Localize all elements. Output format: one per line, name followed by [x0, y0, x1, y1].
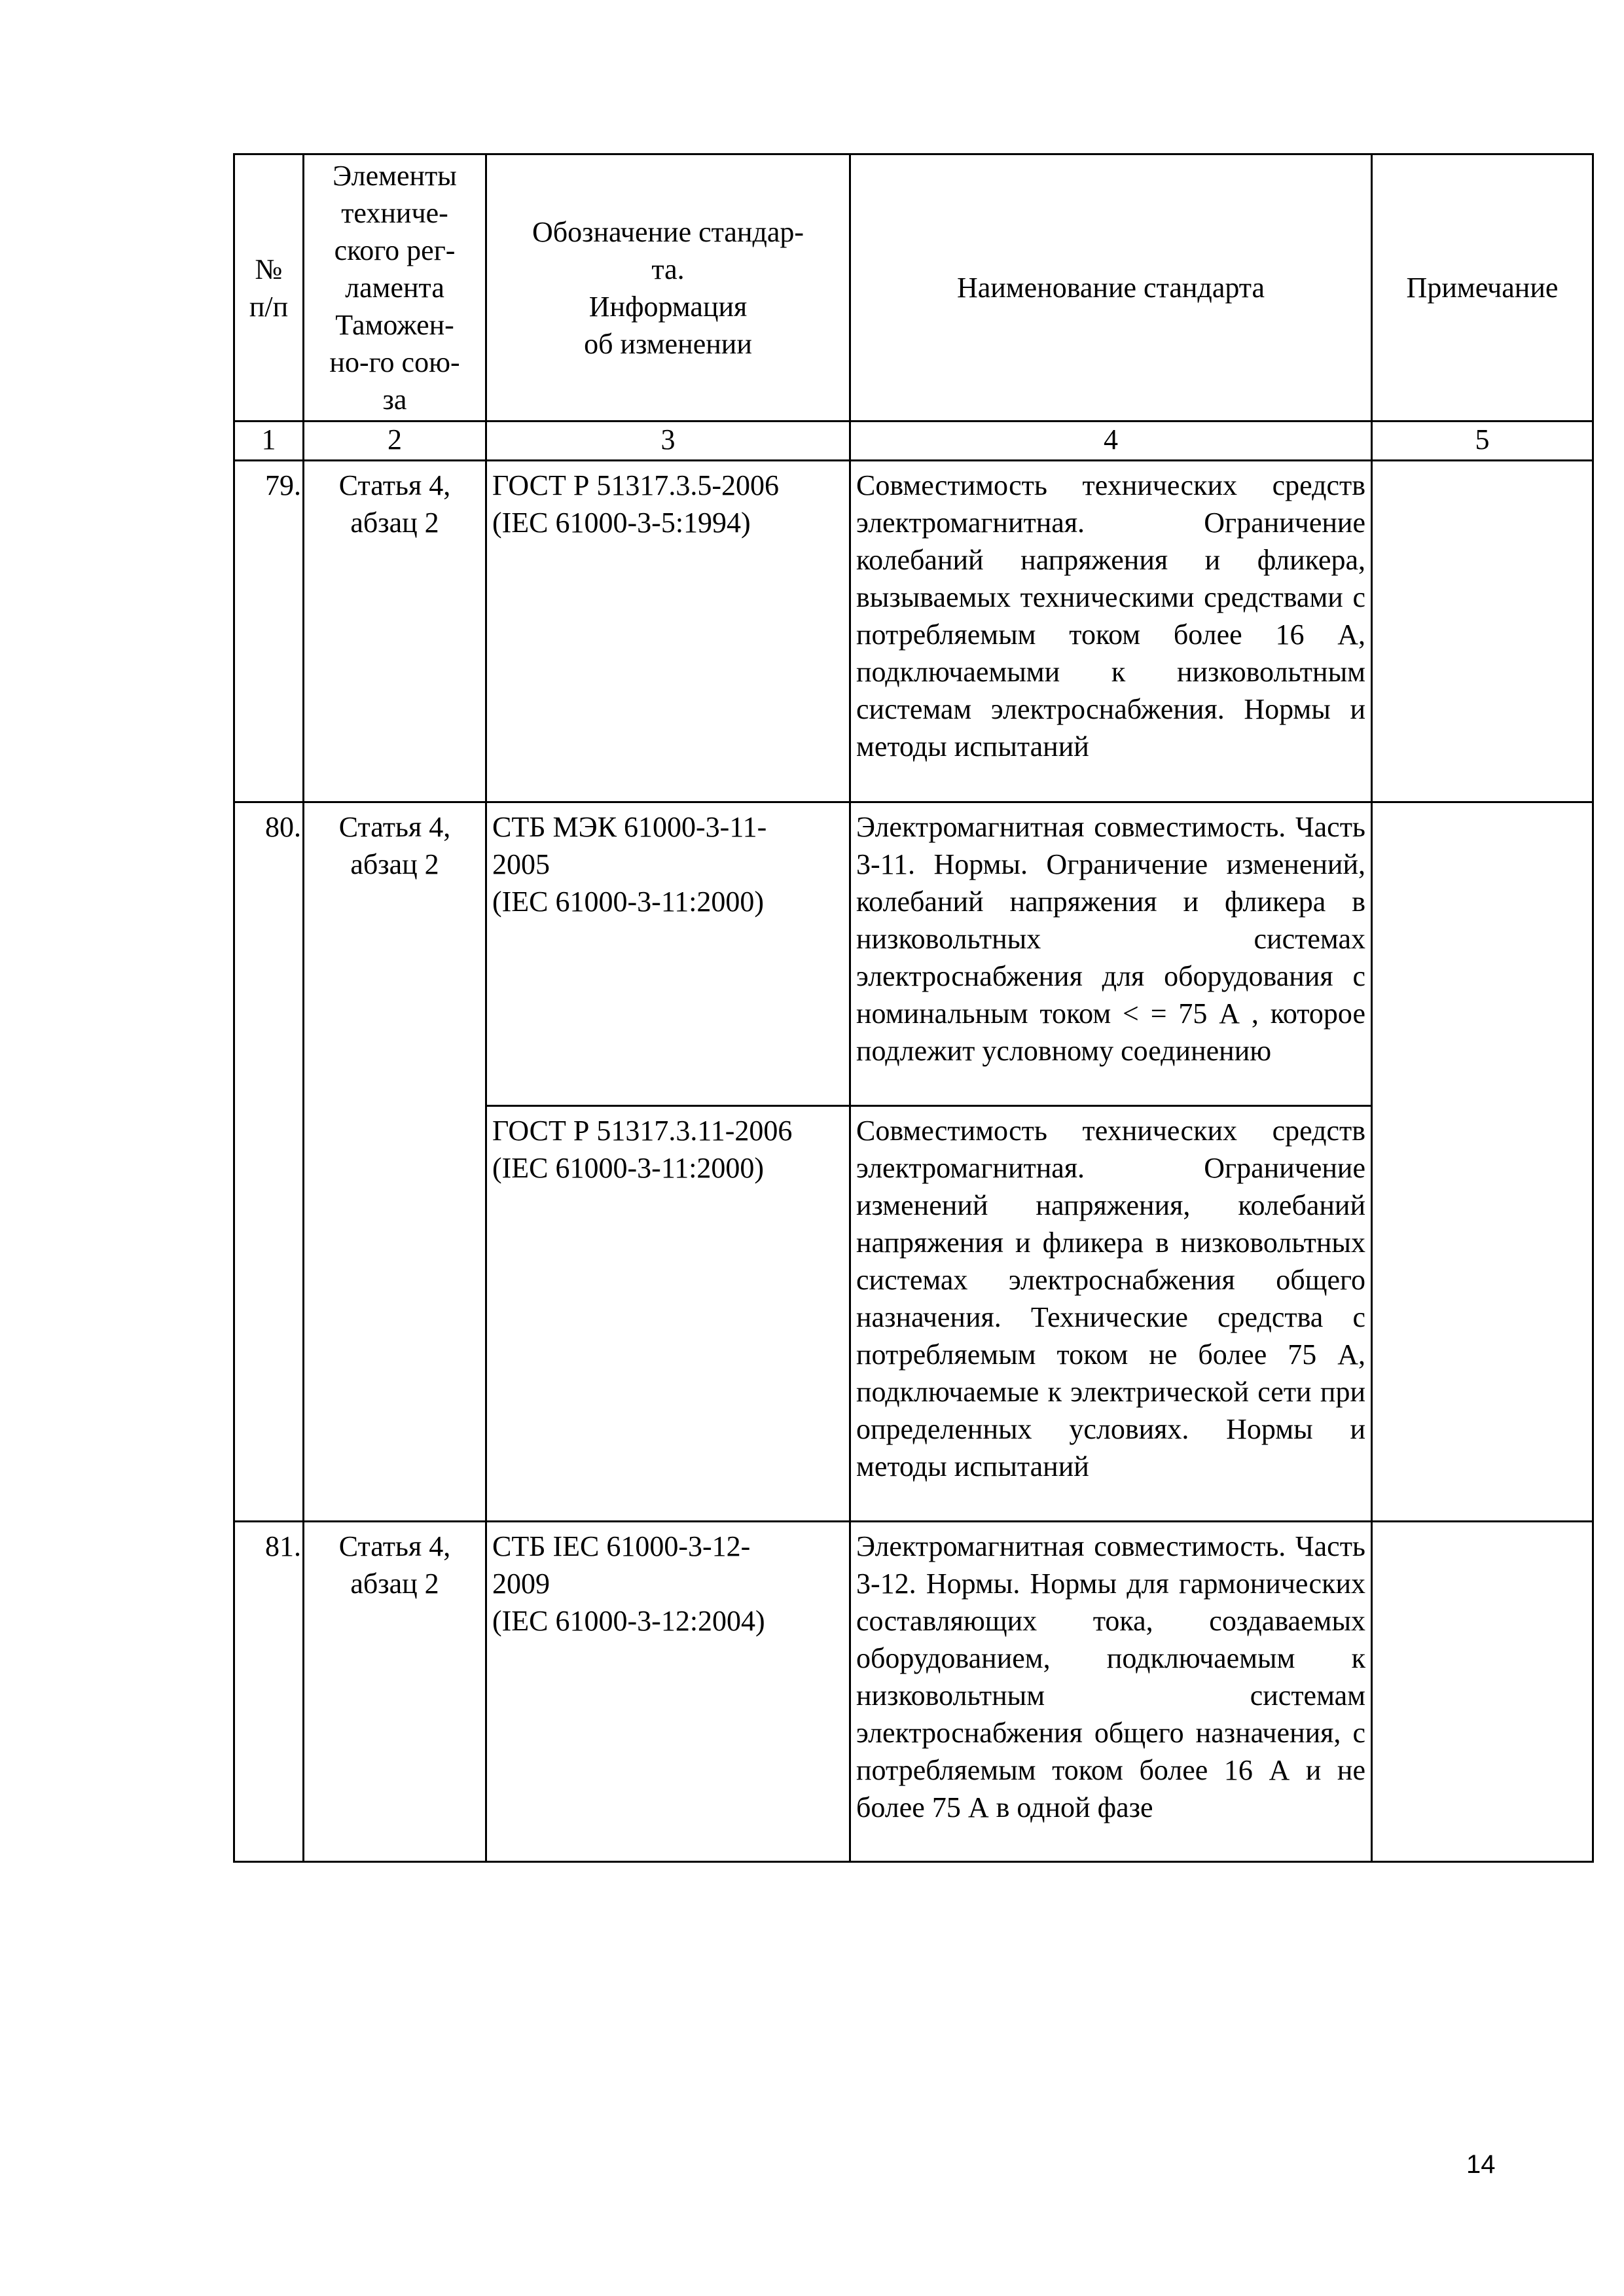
column-number: 2 — [304, 422, 486, 461]
row-number: 80. — [234, 802, 304, 1522]
standards-table — [233, 153, 1594, 1863]
header-name: Наименование стандарта — [850, 154, 1372, 422]
standard-name: Электромагнитная совместимость. Часть 3-11. Нормы. Ограничение изменений, колебаний напряжения и фликера в низковольтных системах электроснабжения для оборудования с номинальным током < = 75 А , которое подлежит условному соединению — [850, 802, 1372, 1106]
column-number: 1 — [234, 422, 304, 461]
column-number: 4 — [850, 422, 1372, 461]
page-number: 14 — [1466, 2150, 1496, 2179]
header-row — [234, 154, 1593, 422]
note-cell — [1372, 1522, 1593, 1862]
table-row — [234, 802, 1593, 1106]
standard-name: Электромагнитная совместимость. Часть 3-12. Нормы. Нормы для гармонических составляющих тока, создаваемых оборудованием, подключаемым к низковольтным системам электроснабжения общего назначения, с потребляемым током более 16 А и не более 75 А в одной фазе — [850, 1522, 1372, 1862]
note-cell — [1372, 461, 1593, 802]
standard-name: Совместимость технических средств электромагнитная. Ограничение колебаний напряжения и фликера, вызываемых техническими средствами с потребляемым током более 16 А, подключаемыми к низковольтным системам электроснабжения. Нормы и методы испытаний — [850, 461, 1372, 802]
regulation-element: Статья 4, абзац 2 — [304, 1522, 486, 1862]
header-designation: Обозначение стандар- та. Информация об изменении — [486, 154, 850, 422]
header-element: Элементы техниче- ского рег- ламента Таможен- но-го сою- за — [304, 154, 486, 422]
standard-designation: СТБ IEC 61000-3-12- 2009 (IEC 61000-3-12:2004) — [486, 1522, 850, 1862]
header-note: Примечание — [1372, 154, 1593, 422]
row-number: 79. — [234, 461, 304, 802]
table-row — [234, 1522, 1593, 1862]
standard-designation: ГОСТ Р 51317.3.11-2006 (IEC 61000-3-11:2000) — [486, 1106, 850, 1522]
column-number-row — [234, 422, 1593, 461]
column-number: 5 — [1372, 422, 1593, 461]
note-cell — [1372, 802, 1593, 1522]
standard-designation: СТБ МЭК 61000-3-11- 2005 (IEC 61000-3-11:2000) — [486, 802, 850, 1106]
column-number: 3 — [486, 422, 850, 461]
regulation-element: Статья 4, абзац 2 — [304, 461, 486, 802]
row-number: 81. — [234, 1522, 304, 1862]
header-num: № п/п — [234, 154, 304, 422]
standard-designation: ГОСТ Р 51317.3.5-2006 (IEC 61000-3-5:1994) — [486, 461, 850, 802]
table-row — [234, 461, 1593, 802]
standard-name: Совместимость технических средств электромагнитная. Ограничение изменений напряжения, колебаний напряжения и фликера в низковольтных системах электроснабжения общего назначения. Технические средства с потребляемым током не более 75 А, подключаемые к электрической сети при определенных условиях. Нормы и методы испытаний — [850, 1106, 1372, 1522]
regulation-element: Статья 4, абзац 2 — [304, 802, 486, 1522]
